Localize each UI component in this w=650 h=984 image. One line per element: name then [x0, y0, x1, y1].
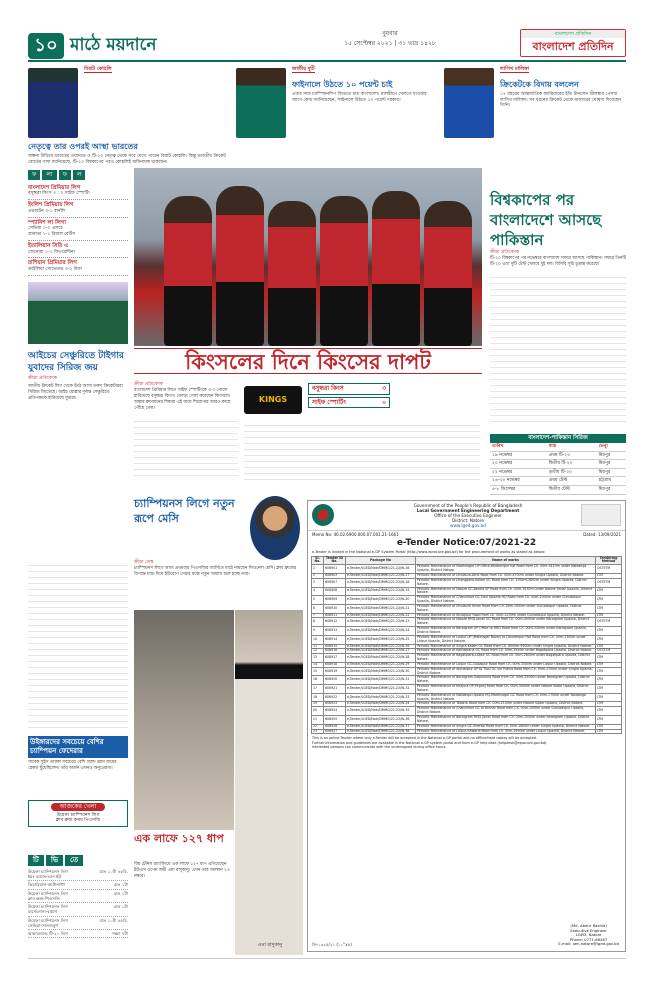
- tv-program: উয়েফা চ্যাম্পিয়নস লিগ: [28, 917, 68, 923]
- story-body: জল্পনা উড়িয়ে ভারতের ওয়ানডে ও টি-২০ নেতৃত্ব থেকে সরে যেতে পারেন বিরাট কোহলি। কিন্তু ভারতীয় ক্রিকেট বোর্ডের সাফ জানিয়েছে, টি-২০ বিশ্বকাপের পরও কোহলিই অধিনায়ক থাকছেন।: [28, 154, 226, 165]
- tv-row[interactable]: [28, 903, 128, 917]
- tender-row: 9 608913 e-Tender/LGED/Natr/DMMG/21-22/W-24 Periodic Maintenance of Baraigram UP Office to RHD Road from Ch. 00m-3300m under Baraigram Upazila, District Natore. LTM: [312, 627, 622, 636]
- tv-match: সেভিয়া-সালজবুর্গ: [28, 922, 58, 928]
- section-title: মাঠে ময়দানে: [70, 35, 157, 55]
- tv-program: উয়েফা চ্যাম্পিয়নস লিগ: [28, 890, 68, 896]
- series-row: ২০ নভেম্বর দ্বিতীয় টি-২০ মিরপুর: [490, 460, 626, 469]
- kings-body: বাংলাদেশ প্রিমিয়ার লিগে সাইফ স্পোর্টিংকে ৩-০ গোলে হারিয়েছে বসুন্ধরা কিংস। জোড়া গোল করেছেন কিংসলে। অস্কার ব্রুজোনের শিষ্যরা এই জয়ে শিরোপার আরও কাছে পৌঁছে গেল।: [134, 387, 231, 412]
- tv-header-1: টি: [28, 855, 44, 866]
- player-figure: [372, 191, 420, 346]
- cricket-story[interactable]: [28, 350, 128, 402]
- tender-row: 8 608912 e-Tender/LGED/Natr/DMMG/21-22/W-23 Periodic Maintenance of Natore RHD-Jonail GC Road from Ch. 00m-4000m under Baraigram Upazila, District Natore. OSTETM: [312, 618, 622, 627]
- tender-office: Office of the Executive Engineer: [434, 513, 502, 518]
- top-story-kohli[interactable]: [28, 64, 228, 164]
- tender-row: 12 608916 e-Tender/LGED/Natr/DMMG/21-22/W-27 Periodic Maintenance of Kathalbaria GC Road from Ch. 00m-3550m under Bagatipara Upazila, District Natore. OSTETM: [312, 649, 622, 654]
- footer-rule: [28, 958, 626, 959]
- team-goals: ০: [382, 398, 386, 406]
- tender-footer-3: Interested persons can communicate with the undersigned during office hours.: [312, 745, 447, 750]
- tender-row: 14 608918 e-Tender/LGED/Natr/DMMG/21-22/W-29 Periodic Maintenance of Lalpur GC-Gopalpur Road from Ch. 00m-3300m under Lalpur Upazila, District Natore. LTM: [312, 662, 622, 667]
- result-line: এভারটন ৩-১ বার্নলি: [28, 208, 66, 214]
- today-line-2: ক্লাব ব্রুজ বনাম পিএসজি: [55, 818, 101, 824]
- tender-row: 4 608908 e-Tender/LGED/Natr/DMMG/21-22/W-19 Periodic Maintenance of Natore GC-Beraid UP Road from Ch. 00m-3530m under Natore Sadar Upazila, District Natore. LTM: [312, 587, 622, 596]
- messi-photo: [250, 496, 300, 560]
- cricketer-photo: [28, 282, 128, 344]
- kings-byline: ক্রীড়া প্রতিবেদক: [134, 382, 163, 387]
- today-card[interactable]: [28, 800, 128, 827]
- results-header-1: ফ: [28, 170, 40, 180]
- tender-row: 20 608924 e-Tender/LGED/Natr/DMMG/21-22/W-35 Periodic Maintenance of Chanchkoir GC to Bilshar Road from Ch. 00m-1500m under Gurudaspur Upazila, District Natore. LTM: [312, 707, 622, 716]
- top-story-football[interactable]: [236, 64, 436, 164]
- series-table: [490, 434, 626, 495]
- player-figure: [320, 196, 368, 346]
- tender-row: 6 608910 e-Tender/LGED/Natr/DMMG/21-22/W-21 Periodic Maintenance of Dhulaura Union Road from Ch. 00m-2500m under Gurudaspur Upazila, District Natore. LTM: [312, 604, 622, 613]
- league-name: ইতালিয়ান সিরি এ: [28, 242, 69, 249]
- series-row: ১৯ নভেম্বর প্রথম টি-২০ মিরপুর: [490, 451, 626, 460]
- league-name: বাংলাদেশ প্রিমিয়ার লিগ: [28, 184, 81, 191]
- tv-row[interactable]: [28, 868, 128, 882]
- result-line: গ্রানাডা ১-১ রিয়াল বেটিস: [28, 232, 76, 237]
- team-name: সাইফ স্পোর্টিং: [312, 398, 346, 406]
- tv-program: ভিয়ারিয়াল-আটালান্টা: [28, 882, 66, 888]
- tv-time: রাত ১০টা ৪৫মি.: [99, 917, 128, 923]
- tv-match: বার্সেলোনা-বায়ার্ন: [28, 909, 57, 915]
- story-tag: লাসিথ মালিঙ্গা: [500, 66, 530, 72]
- pakistan-byline: ক্রীড়া প্রতিবেদক: [490, 250, 519, 255]
- tender-header: [308, 501, 625, 531]
- tv-match: ক্লাব ব্রুজ-পিএসজি: [28, 895, 60, 901]
- kohli-photo: [28, 68, 78, 138]
- tv-match: ইয়ং বয়েজ-ম্যান ইউ: [28, 874, 62, 879]
- uefa-body: সাবেক সুইস তারকা সবচেয়ে বেশি গ্র্যান্ড স্ল্যাম জয়ের রেকর্ড ছুঁয়েছিলেন। তাঁর অর্জন এখনও অনুপ্রেরণা।: [28, 760, 117, 772]
- today-title: আজকের খেলা: [51, 803, 105, 811]
- newspaper-logo[interactable]: [520, 29, 626, 57]
- tender-footer-2: Further information and guidelines are available in the National e-GP system portal and from e-GP help desk (helpdesk@eprocure.gov.bd).: [312, 740, 548, 745]
- top-story-malinga[interactable]: [444, 64, 626, 164]
- story-headline[interactable]: ফাইনালে উঠতে ১০ পয়েন্ট চাই: [292, 80, 393, 89]
- player-figure: [216, 186, 264, 346]
- tender-row: 15 608919 e-Tender/LGED/Natr/DMMG/21-22/W-30 Periodic Maintenance of Ahmedpur UP to Tiosi GC via Puthia Road from Ch. 00m-2700m under Singra Upazila, District Natore. LTM: [312, 667, 622, 676]
- tender-table: Sl. No. Tender ID No. Package No Name of works Tendering Method 1 608901 e-Tender/LGED/Natr/DMMG/21-22/W-16 Periodic Maintenance of Madhnagar UP Office-Bhabanipur hat Road from Ch. 00m-3410m under Naldanga Upazila, District Natore. OSTETM 2 608903 e-Tender/LGED/Natr/DMMG/21-22/W-17 Periodic Maintenance of Dhulaura-Atrai Road from Ch. 00m-4700m under Singra Upazila, District Natore. LTM 3 608907 e-Tender/LGED/Natr/DMMG/21-22/W-18 Periodic Maintenance of Dhongpara-Kalam GC Road from Ch. 1392m-3892m under Singra Upazila, District Natore. OSTETM 4 608908 e-Tender/LGED/Natr/DMMG/21-22/W-19 Periodic Maintenance of Natore GC-Beraid UP Road from Ch. 00m-3530m under Natore Sadar Upazila, District Natore. LTM 5 608909 e-Tender/LGED/Natr/DMMG/21-22/W-20 Periodic Maintenance of Chanchkoir GC-Tiosi Upazila HQ Road from Ch. 00m-2000m under Gurudaspur Upazila, District Natore. LTM 6 608910 e-Tender/LGED/Natr/DMMG/21-22/W-21 Periodic Maintenance of Dhulaura Union Road from Ch. 00m-2500m under Gurudaspur Upazila, District Natore. LTM 7 608911 e-Tender/LGED/Natr/DMMG/21-22/W-22 Periodic Maintenance of Khubjipur Road from Ch. 00m-2250m under Gurudaspur Upazila, District Natore. LTM 8 608912 e-Tender/LGED/Natr/DMMG/21-22/W-23 Periodic Maintenance of Natore RHD-Jonail GC Road from Ch. 00m-4000m under Baraigram Upazila, District Natore. OSTETM 9 608913 e-Tender/LGED/Natr/DMMG/21-22/W-24 Periodic Maintenance of Baraigram UP Office to RHD Road from Ch. 00m-3300m under Baraigram Upazila, District Natore. LTM 10 608914 e-Tender/LGED/Natr/DMMG/21-22/W-25 Periodic Maintenance of Lalpur UP (Matinagar Bazar) to Daurampur Hat Road from Ch. 00m-3100m under Lalpur Upazila, District Natore. LTM 11 608915 e-Tender/LGED/Natr/DMMG/21-22/W-26 Periodic Maintenance of Singra-Kalam GC Road from Ch. 6000m-9500m under Singra Upazila, District Natore. LTM 12 608916 e-Tender/LGED/Natr/DMMG/21-22/W-27 Periodic Maintenance of Kathalbaria GC Road from Ch. 00m-3550m under Bagatipara Upazila, District Natore. OSTETM 13 608917 e-Tender/LGED/Natr/DMMG/21-22/W-28 Periodic Maintenance of Bagatipara-Lalpur GC Road from Ch. 00m-2600m under Bagatipara Upazila, District Natore. LTM 14 608918 e-Tender/LGED/Natr/DMMG/21-22/W-29 Periodic Maintenance of Lalpur GC-Gopalpur Road from Ch. 00m-3300m under Lalpur Upazila, District Natore. LTM 15 608919 e-Tender/LGED/Natr/DMMG/21-22/W-30 Periodic Maintenance of Ahmedpur UP to Tiosi GC via Puthia Road from Ch. 00m-2700m under Singra Upazila, District Natore. LTM 16 608920 e-Tender/LGED/Natr/DMMG/21-22/W-31 Periodic Maintenance of Boraigram-Satpukuria Road from Ch. 00m-2500m under Boraigram Upazila, District Natore. LTM 17 608921 e-Tender/LGED/Natr/DMMG/21-22/W-32 Periodic Maintenance of Khajura UP-Pirgonj Road from Ch. 00m-3400m under Natore Sadar Upazila, District Natore. LTM 18 608922 e-Tender/LGED/Natr/DMMG/21-22/W-33 Periodic Maintenance of Naldanga Upazila HQ-Madhnagar GC Road from Ch. 00m-1700m under Naldanga Upazila, District Natore. LTM 19 608923 e-Tender/LGED/Natr/DMMG/21-22/W-34 Periodic Maintenance of Tebaria Road from Ch. 00m-2100m under Natore Sadar Upazila, District Natore. LTM 20 608924 e-Tender/LGED/Natr/DMMG/21-22/W-35 Periodic Maintenance of Chanchkoir GC to Bilshar Road from Ch. 00m-1500m under Gurudaspur Upazila, District Natore. LTM 21 608925 e-Tender/LGED/Natr/DMMG/21-22/W-36 Periodic Maintenance of Baraigram RHD-Jonail Road from Ch. 00m-2000m under Baraigram Upazila, District Natore. LTM 22 608926 e-Tender/LGED/Natr/DMMG/21-22/W-37 Periodic Maintenance of Singra GC-Sherkol Road from Ch. 00m-1800m under Singra Upazila, District Natore. LTM 23 608927 e-Tender/LGED/Natr/DMMG/21-22/W-38 Periodic Maintenance of Lalpur-Ishwardi Road from Ch. 00m-2900m under Lalpur Upazila, District Natore. LTM: [311, 556, 622, 735]
- tender-gov: Government of the People's Republic of Bangladesh: [413, 503, 523, 508]
- cricket-byline: ক্রীড়া প্রতিবেদক: [28, 376, 57, 381]
- kings-body-continued: [134, 416, 238, 476]
- messi-byline: ক্রীড়া ডেস্ক: [134, 560, 154, 565]
- player-figure: [424, 201, 472, 346]
- pakistan-body-continued: [490, 272, 626, 422]
- result-item[interactable]: [28, 218, 128, 241]
- tv-row[interactable]: [28, 890, 128, 904]
- kings-headline[interactable]: কিংসলের দিনে কিংসের দাপট: [134, 348, 482, 374]
- tender-row: 5 608909 e-Tender/LGED/Natr/DMMG/21-22/W-20 Periodic Maintenance of Chanchkoir GC-Tiosi Upazila HQ Road from Ch. 00m-2000m under Gurudaspur Upazila, District Natore. LTM: [312, 596, 622, 605]
- tender-row: 10 608914 e-Tender/LGED/Natr/DMMG/21-22/W-25 Periodic Maintenance of Lalpur UP (Matinagar Bazar) to Daurampur Hat Road from Ch. 00m-3100m under Lalpur Upazila, District Natore. LTM: [312, 635, 622, 644]
- col-venue: ভেন্যু: [597, 443, 626, 451]
- league-name: ইংলিশ প্রিমিয়ার লিগ: [28, 202, 74, 208]
- team-name: বসুন্ধরা কিংস: [312, 385, 344, 392]
- tender-notice: [307, 500, 626, 952]
- raducanu-photo: [235, 610, 303, 955]
- tv-time: রাত ১০টা ৪৫মি.: [99, 868, 128, 874]
- results-header-4: ল: [73, 170, 85, 180]
- league-name: স্প্যানিশ লা লিগা: [28, 219, 67, 226]
- story-tag: জাতীয় দুটি: [292, 66, 315, 72]
- result-line: বসুন্ধরা কিংস ৩ : ০ সাইফ স্পোর্টিং: [28, 191, 90, 197]
- tv-row[interactable]: [28, 917, 128, 931]
- logo-title: বাংলাদেশ প্রতিদিন: [532, 40, 614, 53]
- result-item[interactable]: [28, 258, 128, 276]
- messi-body: চ্যাম্পিয়নস লিগে আজ প্রথমবার পিএসজির জার্সিতে মাঠে নামছেন লিওনেল মেসি। ক্লাব ব্রুজের বিপক্ষে ম্যাচ দিয়ে ইউরোপ সেরার মঞ্চে নতুন অধ্যায় শুরু হচ্ছে তার।: [134, 565, 297, 577]
- tender-row: 7 608911 e-Tender/LGED/Natr/DMMG/21-22/W-22 Periodic Maintenance of Khubjipur Road from Ch. 00m-2250m under Gurudaspur Upazila, District Natore. LTM: [312, 613, 622, 618]
- story-body: ১৭ বছরের আন্তর্জাতিক ক্যারিয়ারের ইতি টানলেন শ্রীলঙ্কার পেসার লাসিথ মালিঙ্গা। সব ধরনের ক্রিকেট থেকে অবসরের ঘোষণা দিয়েছেন তিনি।: [500, 92, 622, 109]
- header-date: ১৫ সেপ্টেম্বর ২০২১ | ৩১ ভাদ্র ১৪২৮: [344, 40, 436, 47]
- tender-district: District: Natore: [452, 518, 484, 523]
- player-figure: [164, 196, 212, 346]
- tender-gd: জি-১৩২৫/২১ (১০''x৪): [312, 942, 352, 947]
- tender-row: 13 608917 e-Tender/LGED/Natr/DMMG/21-22/W-28 Periodic Maintenance of Bagatipara-Lalpur GC Road from Ch. 00m-2600m under Bagatipara Upazila, District Natore. LTM: [312, 654, 622, 663]
- kings-scorebox: [308, 383, 390, 410]
- result-item[interactable]: [28, 183, 128, 201]
- results-header-2: লা: [42, 170, 56, 180]
- tender-row: 3 608907 e-Tender/LGED/Natr/DMMG/21-22/W-18 Periodic Maintenance of Dhongpara-Kalam GC Road from Ch. 1392m-3892m under Singra Upazila, District Natore. OSTETM: [312, 578, 622, 587]
- tv-program: আয়ারল্যান্ড টি-২০ লিগ: [28, 931, 68, 936]
- fashion-caption: এমা রাদুকানু: [257, 942, 283, 948]
- tender-signature: (Md. Abdur Rashid) Executive Engineer LGED, Natore Phone: 0771-66467 E-mail: xen.natore@lged.gov.bd: [558, 923, 619, 947]
- tv-time: রাত ১টা: [113, 890, 128, 896]
- tender-row: 16 608920 e-Tender/LGED/Natr/DMMG/21-22/W-31 Periodic Maintenance of Boraigram-Satpukuria Road from Ch. 00m-2500m under Boraigram Upazila, District Natore. LTM: [312, 676, 622, 685]
- score-row: [308, 383, 390, 395]
- tv-schedule: [28, 855, 128, 938]
- results-header-3: ফ: [59, 170, 71, 180]
- tender-web[interactable]: www.lged.gov.bd: [450, 523, 486, 528]
- cricket-body: জাতীয় ক্রিকেট লিগ থেকে উঠে আসা তরুণ ক্রিকেটাররা সিরিজ জিতেছে। আইচ মোল্লার দুর্দান্ত সেঞ্চুরিতে প্রতিপক্ষকে হারিয়েছে যুবারা।: [28, 383, 123, 402]
- pakistan-story: [490, 250, 626, 422]
- tv-time: রাত ১টা: [113, 882, 128, 888]
- col-date: তারিখ: [490, 443, 547, 451]
- series-row: ২২ নভেম্বর তৃতীয় টি-২০ মিরপুর: [490, 468, 626, 477]
- league-name: রাশিয়ান প্রিমিয়ার লিগ: [28, 260, 77, 267]
- story-headline[interactable]: ক্রিকেটকে বিদায় বললেন: [500, 80, 579, 89]
- header-day: বুধবার: [382, 30, 398, 37]
- today-line-1: উয়েফা চ্যাম্পিয়নস লিগ: [56, 812, 100, 818]
- results-box: [28, 170, 128, 276]
- series-row: ৪-৮ ডিসেম্বর দ্বিতীয় টেস্ট মিরপুর: [490, 486, 626, 495]
- tender-row: 19 608923 e-Tender/LGED/Natr/DMMG/21-22/W-34 Periodic Maintenance of Tebaria Road from Ch. 00m-2100m under Natore Sadar Upazila, District Natore. LTM: [312, 702, 622, 707]
- tender-intro: e-Tender is invited in the National e-GP System Portal (http://www.eprocure.gov.bd) for the procurement of works as stated as below:: [312, 550, 545, 555]
- kings-logo: KINGS: [244, 386, 302, 414]
- tender-row: 11 608915 e-Tender/LGED/Natr/DMMG/21-22/W-26 Periodic Maintenance of Singra-Kalam GC Road from Ch. 6000m-9500m under Singra Upazila, District Natore. LTM: [312, 644, 622, 649]
- col-match: ম্যাচ: [547, 443, 597, 451]
- kings-body-columns: [244, 420, 480, 484]
- pakistan-headline[interactable]: বিশ্বকাপের পর বাংলাদেশে আসছে পাকিস্তান: [490, 191, 602, 249]
- pakistan-body: টি-২০ বিশ্বকাপের পর নভেম্বরে বাংলাদেশ সফরে আসছে পাকিস্তান। সফরে তিনটি টি-২০ এবং দুটি টেস্ট খেলবে দুই দল। বিসিবি সূচি চূড়ান্ত করেছে।: [490, 255, 626, 267]
- logo-tagline: বাংলাদেশ প্রতিদিন: [521, 30, 625, 38]
- crowd-photo: [134, 610, 234, 830]
- fashion-body: বিশ্ব টেনিস র‍্যাংকিংয়ে এক লাফে ১২৭ ধাপ এগিয়েছেন ইউএস ওপেন জয়ী এমা রাদুকানু। এখন তার অবস্থান ২৩ নম্বরে।: [134, 862, 230, 880]
- team-goals: ৩: [382, 385, 386, 392]
- tender-title: e-Tender Notice:07/2021-22: [396, 538, 537, 548]
- story-headline[interactable]: নেতৃত্বে তার ওপরই আস্থা ভারতের: [28, 142, 138, 151]
- fashion-headline[interactable]: এক লাফে ১২৭ ধাপ: [134, 832, 224, 845]
- tender-row: 18 608922 e-Tender/LGED/Natr/DMMG/21-22/W-33 Periodic Maintenance of Naldanga Upazila HQ-Madhnagar GC Road from Ch. 00m-1700m under Naldanga Upazila, District Natore. LTM: [312, 693, 622, 702]
- uefa-headline[interactable]: উইঙ্গারদের সবচেয়ে বেশির চ্যাম্পিয়ন ফেদেরার: [28, 736, 128, 758]
- tender-row: 21 608925 e-Tender/LGED/Natr/DMMG/21-22/W-36 Periodic Maintenance of Baraigram RHD-Jonail Road from Ch. 00m-2000m under Baraigram Upazila, District Natore. LTM: [312, 716, 622, 725]
- header-divider: [28, 60, 626, 62]
- tender-row: 2 608903 e-Tender/LGED/Natr/DMMG/21-22/W-17 Periodic Maintenance of Dhulaura-Atrai Road from Ch. 00m-4700m under Singra Upazila, District Natore. LTM: [312, 574, 622, 579]
- result-item[interactable]: [28, 200, 128, 218]
- mujib-logo: [581, 504, 621, 526]
- tender-row: 23 608927 e-Tender/LGED/Natr/DMMG/21-22/W-38 Periodic Maintenance of Lalpur-Ishwardi Road from Ch. 00m-2900m under Lalpur Upazila, District Natore. LTM: [312, 729, 622, 734]
- score-row: [308, 397, 390, 409]
- tender-row: 17 608921 e-Tender/LGED/Natr/DMMG/21-22/W-32 Periodic Maintenance of Khajura UP-Pirgonj Road from Ch. 00m-3400m under Natore Sadar Upazila, District Natore. LTM: [312, 685, 622, 694]
- kings-story: [134, 382, 238, 476]
- tv-row[interactable]: [28, 881, 128, 889]
- cricket-body-continued: [28, 560, 128, 730]
- footballer-photo: [236, 68, 286, 138]
- player-figure: [268, 201, 316, 346]
- series-table-title: বাংলাদেশ-পাকিস্তান সিরিজ: [490, 434, 626, 443]
- malinga-photo: [444, 68, 494, 138]
- tv-time: রাত ১টা: [113, 904, 128, 909]
- gov-seal-icon: [312, 504, 334, 526]
- messi-headline[interactable]: চ্যাম্পিয়নস লিগে নতুন রূপে মেসি: [134, 497, 235, 525]
- tender-footer-1: This is an online Tender where only e-Tender will be accepted in the National e-GP portal and no offline/hard copies will be accepted.: [312, 736, 537, 741]
- messi-story: [134, 560, 304, 578]
- result-line: ক্রাইলিয়া সোভেতভ ৩-২ উফা: [28, 267, 82, 272]
- tender-dept: Local Government Engineering Department: [416, 508, 520, 513]
- tv-header-3: তে: [65, 855, 83, 866]
- tv-program: উয়েফা চ্যাম্পিয়নস লিগ: [28, 904, 68, 909]
- result-line: সেভিয়া ০-০ এলচে: [28, 226, 63, 232]
- series-row: ২৬-৩০ নভেম্বর প্রথম টেস্ট চট্টগ্রাম: [490, 477, 626, 486]
- tender-row: 22 608926 e-Tender/LGED/Natr/DMMG/21-22/W-37 Periodic Maintenance of Singra GC-Sherkol Road from Ch. 00m-1800m under Singra Upazila, District Natore. LTM: [312, 724, 622, 729]
- cricket-headline[interactable]: আইচের সেঞ্চুরিতে টাইগার যুবাদের সিরিজ জয়: [28, 351, 124, 373]
- result-line: জেনোয়া ১-১ ফিওরেন্টিনা: [28, 249, 75, 255]
- kings-team-photo: [134, 168, 482, 346]
- story-tag: বিরাট কোহলি: [84, 66, 112, 72]
- tv-header-2: ভি: [46, 855, 63, 866]
- tender-memo: Memo No: 46.02.6900.000.07.001.21-1661: [312, 532, 399, 537]
- story-body: এবার সাফ চ্যাম্পিয়নশিপ জিততে চায় বাংলাদেশ। মালদ্বীপে খেলতে যাওয়ার আগে কোচ জানিয়েছেন, ফাইনালে উঠতে ১০ পয়েন্ট দরকার।: [292, 92, 427, 103]
- tender-dated: Dated: 13/09/2021: [583, 532, 621, 537]
- tv-program: উয়েফা চ্যাম্পিয়নস লিগ: [28, 868, 68, 874]
- tender-row: 1 608901 e-Tender/LGED/Natr/DMMG/21-22/W-16 Periodic Maintenance of Madhnagar UP Office-Bhabanipur hat Road from Ch. 00m-3410m under Naldanga Upazila, District Natore. OSTETM: [312, 565, 622, 574]
- page-number: ১০: [28, 33, 64, 59]
- uefa-story[interactable]: [28, 736, 128, 772]
- tv-time: সন্ধ্যা ৭টা: [111, 931, 128, 936]
- fashion-story: [134, 862, 234, 881]
- result-item[interactable]: [28, 241, 128, 259]
- tv-row[interactable]: [28, 930, 128, 938]
